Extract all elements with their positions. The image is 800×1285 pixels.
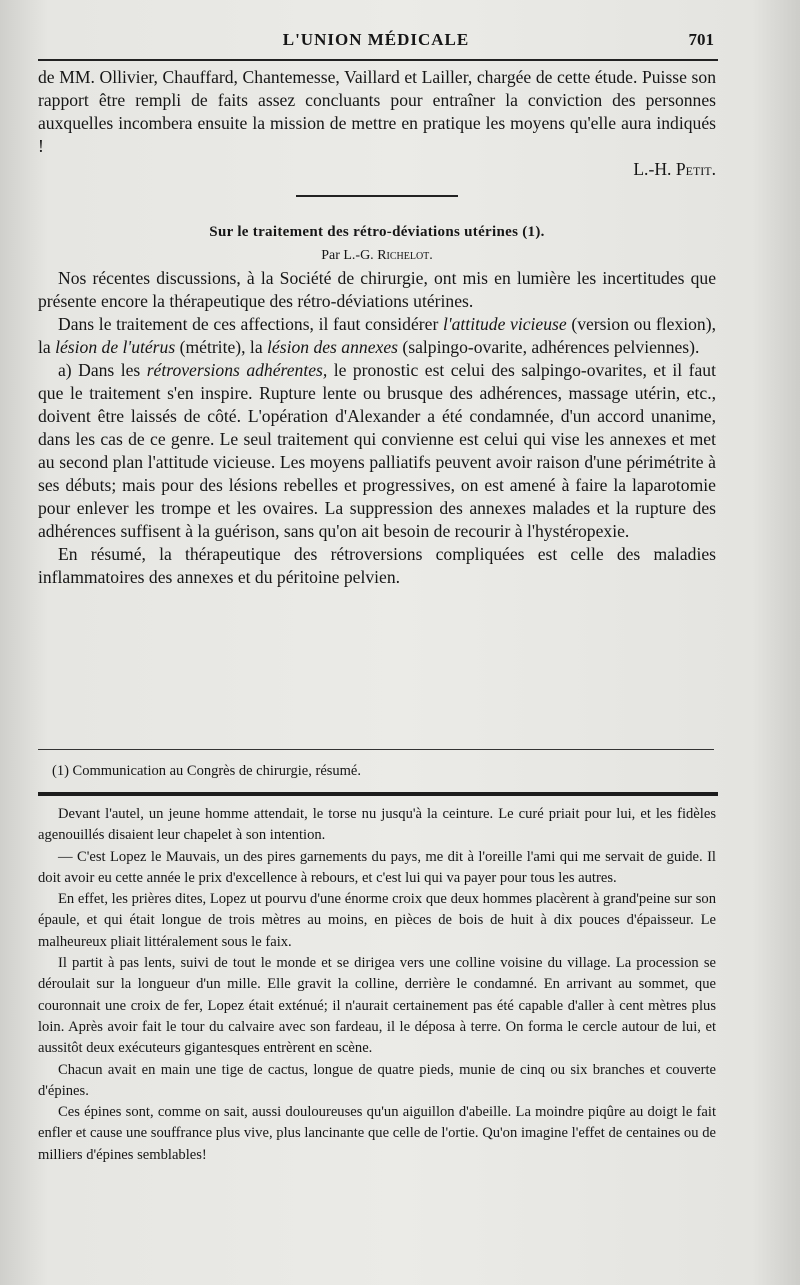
continued-paragraph: de MM. Ollivier, Chauffard, Chantemesse, Vaillard et Lailler, chargée de cette étude. Puisse son rapport être rempli de faits assez concluants pour entraîner la conviction des personnes auxquelles incombera ensuite la mission de mettre en pratique les moyens qu'elle aura indiqués ! xyxy=(38,67,716,156)
signature-surname: Petit. xyxy=(675,159,716,179)
byline-prefix: Par L.-G. xyxy=(321,248,378,263)
paragraph-summary: En résumé, la thérapeutique des rétroversions compliquées est celle des maladies inflammatoires des annexes et du péritoine pelvien. xyxy=(38,544,716,587)
story-paragraph: Il partit à pas lents, suivi de tout le monde et se dirigea vers une colline voisine du village. La procession se déroulait sur la longueur d'un mille. Elle gravit la colline, derrière le condamné. En arrivant au sommet, que couronnait une croix de fer, Lopez était exténué; il n'aurait certainement pas été capable d'aller à cent mètres plus loin. Après avoir fait le tour du calvaire avec son fardeau, il le déposa à terre. On forma le cercle autour de lui, et aussitôt deux exécuteurs gigantesques entrèrent en scène. xyxy=(38,955,716,1057)
story-paragraph: En effet, les prières dites, Lopez ut pourvu d'une énorme croix que deux hommes placèrent à grand'peine sur son épaule, et qui était longue de trois mètres au moins, en pièces de bois de huit à dix pouces d'épaisseur. Le malheureux pliait littéralement sous le faix. xyxy=(38,891,716,950)
section-divider xyxy=(296,195,458,197)
p2-text-b: (version ou flexion), la xyxy=(38,314,716,357)
p2-emphasis-attitude: l'attitude vicieuse xyxy=(442,314,567,334)
article-title: Sur le traitement des rétro-déviations utérines (1). xyxy=(209,224,545,240)
feuilleton-separator xyxy=(38,792,718,796)
author-signature xyxy=(38,158,716,181)
header-rule xyxy=(38,59,718,61)
story-paragraph: Chacun avait en main une tige de cactus, longue de quatre pieds, munie de cinq ou six branches et couverte d'épines. xyxy=(38,1061,716,1099)
paragraph-treatment xyxy=(38,313,716,359)
p2-text-d: (salpingo-ovarite, adhérences pelviennes). xyxy=(397,337,700,357)
paragraph-intro: Nos récentes discussions, à la Société de chirurgie, ont mis en lumière les incertitudes que présente encore la thérapeutique des rétro-déviations utérines. xyxy=(38,268,716,311)
article-column xyxy=(38,66,716,589)
page-number: 701 xyxy=(688,30,714,49)
p2-emphasis-annexes: lésion des annexes xyxy=(267,337,398,357)
running-title: L'UNION MÉDICALE xyxy=(282,30,470,49)
story-paragraph: — C'est Lopez le Mauvais, un des pires garnements du pays, me dit à l'oreille l'ami qui me servait de guide. Il doit avoir eu cette année le prix d'excellence à rebours, et c'est lui qui va payer pour tous les autres. xyxy=(38,848,716,886)
footnote-rule xyxy=(38,749,714,750)
p3-text-b: le pronostic est celui des salpingo-ovarites, et il faut que le traitement s'en inspire. Rupture lente ou brusque des adhérences, massage utérin, etc., doivent être laissés de côté. L'opération d'Alexander a été condamnée, d'un accord unanime, dans les cas de ce genre. Le seul traitement qui convienne est celui qui vise les annexes et met au second plan l'attitude vicieuse. Les moyens palliatifs peuvent avoir raison d'une périmétrite à ses débuts; mais pour des lésions rebelles et progressives, on est amené à faire la laparotomie pour enlever les trompe et les ovaires. La suppression des annexes malades et la rupture des adhérences suffisent à la guérison, sans qu'on ait besoin de recourir à l'hystéropexie. xyxy=(38,360,716,541)
footnote: (1) Communication au Congrès de chirurgie, résumé. xyxy=(52,763,361,779)
signature-initials: L.-H. xyxy=(633,159,676,179)
p2-emphasis-uterus: lésion de l'utérus xyxy=(55,337,176,357)
page-header xyxy=(38,26,714,60)
story-paragraph: Ces épines sont, comme on sait, aussi douloureuses qu'un aiguillon d'abeille. La moindre piqûre au doigt le fait enfler et cause une souffrance plus vive, plus lancinante que celle de l'ortie. Qu'on imagine l'effet de centaines ou de milliers d'épines semblables! xyxy=(38,1104,716,1163)
paragraph-retroversions xyxy=(38,359,716,543)
p3-emphasis: rétroversions adhérentes, xyxy=(146,360,328,380)
article-byline xyxy=(38,244,716,267)
feuilleton-story xyxy=(38,804,716,1166)
article-body xyxy=(38,267,716,589)
story-paragraph: Devant l'autel, un jeune homme attendait, le torse nu jusqu'à la ceinture. Le curé priait pour lui, et les fidèles agenouillés disaient leur chapelet à son intention. xyxy=(38,806,716,844)
p3-text-a: a) Dans les xyxy=(58,360,147,380)
byline-author: Richelot. xyxy=(377,248,433,263)
p2-text-a: Dans le traitement de ces affections, il faut considérer xyxy=(58,314,443,334)
p2-text-c: (métrite), la xyxy=(175,337,268,357)
